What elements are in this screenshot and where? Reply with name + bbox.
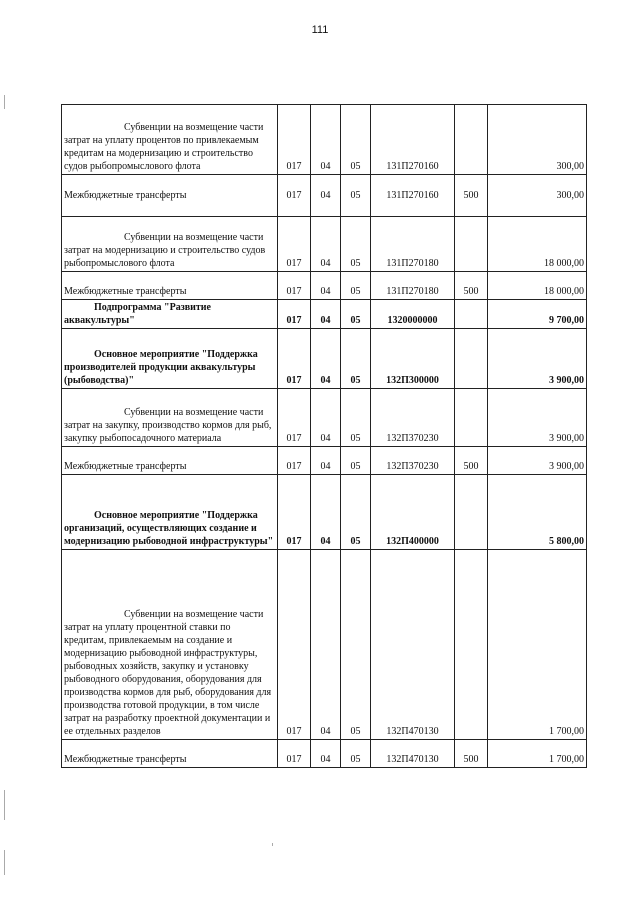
ministry-code: 017 xyxy=(278,447,311,475)
expense-type-code xyxy=(455,329,488,389)
amount: 5 800,00 xyxy=(488,475,587,550)
amount: 3 900,00 xyxy=(488,329,587,389)
scan-mark xyxy=(4,790,5,820)
table-row xyxy=(62,300,587,329)
row-name: Межбюджетные трансферты xyxy=(62,740,278,768)
section-code: 04 xyxy=(311,475,341,550)
row-name: Межбюджетные трансферты xyxy=(62,272,278,300)
amount: 3 900,00 xyxy=(488,447,587,475)
table-row xyxy=(62,272,587,300)
expense-type-code: 500 xyxy=(455,740,488,768)
amount: 3 900,00 xyxy=(488,389,587,447)
amount: 9 700,00 xyxy=(488,300,587,329)
expense-type-code: 500 xyxy=(455,272,488,300)
ministry-code: 017 xyxy=(278,217,311,272)
table-row xyxy=(62,550,587,740)
row-name: Подпрограмма "Развитие аквакультуры" xyxy=(62,300,278,329)
row-name: Субвенции на возмещение части затрат на закупку, производство кормов для рыб, закупку рыбопосадочного материала xyxy=(62,389,278,447)
subsection-code: 05 xyxy=(341,105,371,175)
ministry-code: 017 xyxy=(278,329,311,389)
expense-type-code xyxy=(455,300,488,329)
expense-type-code xyxy=(455,475,488,550)
scan-mark xyxy=(4,95,5,109)
ministry-code: 017 xyxy=(278,300,311,329)
program-code: 131П270180 xyxy=(371,272,455,300)
amount: 1 700,00 xyxy=(488,740,587,768)
ministry-code: 017 xyxy=(278,550,311,740)
program-code: 132П370230 xyxy=(371,447,455,475)
subsection-code: 05 xyxy=(341,329,371,389)
scan-mark xyxy=(4,850,5,875)
subsection-code: 05 xyxy=(341,175,371,217)
program-code: 132П470130 xyxy=(371,550,455,740)
ministry-code: 017 xyxy=(278,475,311,550)
amount: 18 000,00 xyxy=(488,217,587,272)
subsection-code: 05 xyxy=(341,475,371,550)
section-code: 04 xyxy=(311,389,341,447)
program-code: 131П270160 xyxy=(371,175,455,217)
amount: 300,00 xyxy=(488,105,587,175)
table-row xyxy=(62,389,587,447)
section-code: 04 xyxy=(311,300,341,329)
ministry-code: 017 xyxy=(278,389,311,447)
table-row xyxy=(62,217,587,272)
program-code: 131П270160 xyxy=(371,105,455,175)
expense-type-code xyxy=(455,550,488,740)
program-code: 131П270180 xyxy=(371,217,455,272)
expense-type-code xyxy=(455,217,488,272)
subsection-code: 05 xyxy=(341,447,371,475)
row-name: Субвенции на возмещение части затрат на уплату процентов по привлекаемым кредитам на модернизацию и строительство судов рыбопромыслового флота xyxy=(62,105,278,175)
program-code: 132П370230 xyxy=(371,389,455,447)
section-code: 04 xyxy=(311,217,341,272)
subsection-code: 05 xyxy=(341,550,371,740)
row-name: Основное мероприятие "Поддержка производителей продукции аквакультуры (рыбоводства)" xyxy=(62,329,278,389)
row-name: Межбюджетные трансферты xyxy=(62,447,278,475)
table-row xyxy=(62,329,587,389)
section-code: 04 xyxy=(311,550,341,740)
table-row xyxy=(62,105,587,175)
program-code: 132П400000 xyxy=(371,475,455,550)
section-code: 04 xyxy=(311,329,341,389)
expense-type-code xyxy=(455,105,488,175)
amount: 300,00 xyxy=(488,175,587,217)
ministry-code: 017 xyxy=(278,105,311,175)
subsection-code: 05 xyxy=(341,217,371,272)
row-name: Субвенции на возмещение части затрат на модернизацию и строительство судов рыбопромыслового флота xyxy=(62,217,278,272)
scan-mark xyxy=(272,843,273,846)
section-code: 04 xyxy=(311,447,341,475)
subsection-code: 05 xyxy=(341,389,371,447)
program-code: 132П300000 xyxy=(371,329,455,389)
expense-type-code xyxy=(455,389,488,447)
row-name: Субвенции на возмещение части затрат на уплату процентной ставки по кредитам, привлекаемым на создание и модернизацию рыбоводной инфраструктуры, рыбоводных хозяйств, закупку и установку рыбоводного оборудования, оборудования для производства кормов для рыб, оборудования для производства готовой продукции, в том числе затрат на разработку проектной документации и ее отдельных разделов xyxy=(62,550,278,740)
subsection-code: 05 xyxy=(341,272,371,300)
amount: 1 700,00 xyxy=(488,550,587,740)
program-code: 1320000000 xyxy=(371,300,455,329)
section-code: 04 xyxy=(311,175,341,217)
table-row xyxy=(62,740,587,768)
section-code: 04 xyxy=(311,272,341,300)
program-code: 132П470130 xyxy=(371,740,455,768)
page-number: 111 xyxy=(311,24,329,36)
ministry-code: 017 xyxy=(278,740,311,768)
section-code: 04 xyxy=(311,105,341,175)
row-name: Основное мероприятие "Поддержка организаций, осуществляющих создание и модернизацию рыбоводной инфраструктуры" xyxy=(62,475,278,550)
subsection-code: 05 xyxy=(341,300,371,329)
table-row xyxy=(62,447,587,475)
expense-type-code: 500 xyxy=(455,175,488,217)
ministry-code: 017 xyxy=(278,272,311,300)
amount: 18 000,00 xyxy=(488,272,587,300)
row-name: Межбюджетные трансферты xyxy=(62,175,278,217)
table-row xyxy=(62,475,587,550)
table-row xyxy=(62,175,587,217)
expense-type-code: 500 xyxy=(455,447,488,475)
section-code: 04 xyxy=(311,740,341,768)
budget-table xyxy=(61,104,587,768)
ministry-code: 017 xyxy=(278,175,311,217)
subsection-code: 05 xyxy=(341,740,371,768)
